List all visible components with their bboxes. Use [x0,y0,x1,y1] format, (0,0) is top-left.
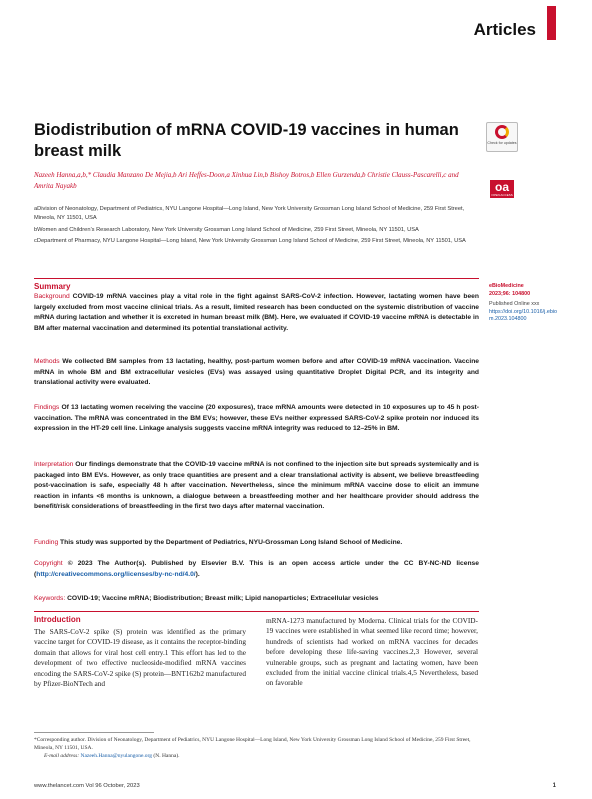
affiliation-c: cDepartment of Pharmacy, NYU Langone Hospital—Long Island, New York University Grossman Long Island School of Medicine, 259 First Street, Mineola, NY 11501, USA [34,238,466,245]
abstract-funding [34,538,479,549]
methods-text: We collected BM samples from 13 lactating, healthy, post-partum women before and after COVID-19 mRNA vaccination. Vaccine mRNA in whole BM and BM extracellular vesicles (EVs) was assayed using quantitative Droplet Digital PCR, and its integrity and translational activity were evaluated. [34,358,480,386]
copyright-end: ). [195,570,200,578]
summary-divider [34,278,479,279]
introduction-heading: Introduction [34,615,81,624]
check-for-updates-badge[interactable] [486,122,518,152]
interpretation-text: Our findings demonstrate that the COVID-19 vaccine mRNA is not confined to the injection site but spreads systemically and is packaged into BM EVs. However, as only trace quantities are present and a clear translational activity is absent, we believe breastfeeding post-vaccination is safe, especially 48 h after vaccination. Nevertheless, since the minimum mRNA vaccine dose to elicit an immune reaction in infants <6 months is unknown, a dialogue between a breastfeeding mother and her healthcare provider should address the benefit/risk considerations of breastfeeding in the first two days after maternal vaccination. [34,461,480,510]
journal-volume: 2023;96: 104800 [489,290,531,297]
funding-text: This study was supported by the Department of Pediatrics, NYU-Grossman Long Island School of Medicine. [60,539,403,546]
footnote-divider [34,732,154,733]
background-text: COVID-19 mRNA vaccines play a vital role in the fight against SARS-CoV-2 infection. However, lactating women have been largely excluded from most vaccine clinical trials. As a result, limited research has been conducted on the systemic distribution of vaccine mRNA during lactation and whether it is excreted in human breast milk (BM). Here, we evaluated if COVID-19 vaccine mRNA is detectable in BM after maternal vaccination and determined its potential translational activity. [34,293,479,332]
corresponding-author: *Corresponding author. Division of Neonatology, Department of Pediatrics, NYU Langone Hospital—Long Island, New York University Grossman Long Island School of Medicine, 259 First Street, Mineola, NY 11501, USA. [34,737,471,751]
copyright-text: © 2023 The Author(s). Published by Elsevier B.V. This is an open access article under the CC BY-NC-ND license ( [34,560,479,578]
author-list[interactable]: Nazeeh Hanna,a,b,* Claudia Manzano De Mejia,b Ari Heffes-Doon,a Xinhua Lin,b Bishoy Botros,b Ellen Gurzenda,b Christie Clauss-Pascarelli,c and Amrita Nayakb [34,171,459,190]
oa-text: oa [494,180,509,194]
interpretation-label: Interpretation [34,461,74,468]
methods-label: Methods [34,358,60,365]
oa-small-text: OPEN ACCESS [491,193,513,197]
intro-left-column: The SARS-CoV-2 spike (S) protein was identified as the primary vaccine target for COVID-19 disease, as it contains the receptor-binding domain that allows for viral host cell entry.1 This effort has led to the development of two effective nucleoside-modified mRNA vaccines encoding the SARS-CoV-2 spike (S) protein—BNT162b2 manufactured by Pfizer-BioNTech and [34,627,246,689]
keywords-label: Keywords: [34,595,66,602]
doi-link[interactable]: https://doi.org/10.1016/j.ebiom.2023.104800 [489,308,558,323]
section-label: Articles [473,20,536,39]
findings-text: Of 13 lactating women receiving the vaccine (20 exposures), trace mRNA amounts were detected in 10 exposures up to 45 h post-vaccination. The mRNA was concentrated in the BM EVs; however, these EVs neither expressed SARS-CoV-2 spike protein nor induced its expression in the HT-29 cell line. Linkage analysis suggests vaccine mRNA integrity was reduced to 12–25% in BM. [34,404,480,432]
background-label: Background [34,293,70,300]
abstract-background [34,292,479,334]
abstract-methods [34,357,479,389]
findings-label: Findings [34,404,60,411]
published-online: Published Online xxx [489,301,540,308]
keywords [34,595,479,602]
journal-info [489,283,559,324]
funding-label: Funding [34,539,59,546]
corresponding-footnote [34,736,479,760]
journal-name: eBioMedicine [489,283,524,289]
intro-right-column: mRNA-1273 manufactured by Moderna. Clinical trials for the COVID-19 vaccines were established in what seemed like record time; however, hundreds of scientists had worked on mRNA vaccines for decades before developing these life-saving vaccines.2,3 However, several vulnerable groups, such as pregnant and lactating women, have been excluded from the initial vaccine clinical trials.4,5 Nevertheless, based on favorable [266,616,478,688]
affiliation-b: bWomen and Children’s Research Laboratory, New York University Grossman Long Island School of Medicine, 259 First Street, Mineola, NY 11501, USA [34,226,419,233]
license-link[interactable]: http://creativecommons.org/licenses/by-nc-nd/4.0/ [36,570,196,578]
email-label: E-mail address: [44,753,80,759]
keywords-text: COVID-19; Vaccine mRNA; Biodistribution; Breast milk; Lipid nanoparticles; Extracellular vesicles [67,595,379,602]
updates-ring-icon [495,125,509,139]
intro-divider [34,611,479,612]
open-access-badge [490,180,514,198]
affiliation-a: aDivision of Neonatology, Department of Pediatrics, NYU Langone Hospital—Long Island, New York University Grossman Long Island School of Medicine, 259 First Street, Mineola, NY 11501, USA [34,206,465,221]
footer-url[interactable]: www.thelancet.com Vol 96 October, 2023 [34,783,140,789]
affiliations [34,205,484,249]
section-accent-bar [547,6,556,40]
copyright-label: Copyright [34,560,63,567]
article-title: Biodistribution of mRNA COVID-19 vaccines in human breast milk [34,121,459,160]
summary-heading: Summary [34,282,71,291]
updates-text: Check for updates [487,141,517,145]
abstract-findings [34,403,479,435]
abstract-copyright [34,559,479,580]
abstract-interpretation [34,460,479,513]
email-link[interactable]: Nazeeh.Hanna@nyulangone.org [80,753,153,759]
email-name: (N. Hanna). [153,753,180,759]
page-number: 1 [552,783,556,789]
